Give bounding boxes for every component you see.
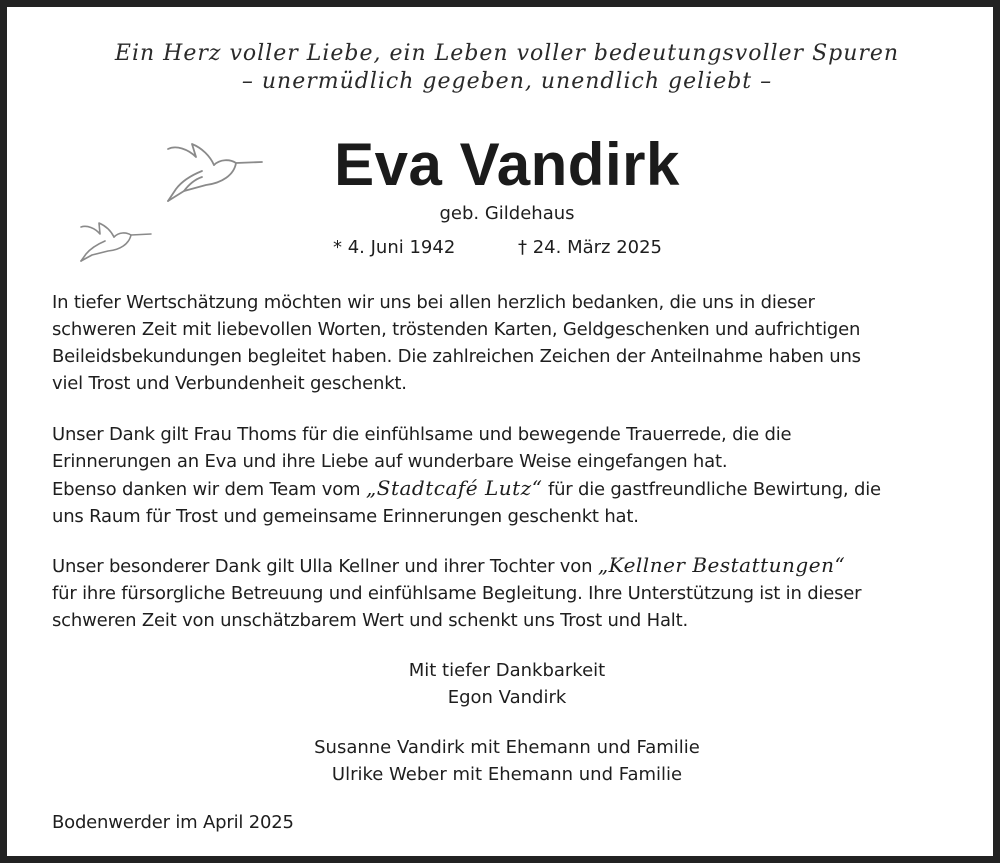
birth-date: * 4. Juni 1942 (333, 237, 456, 258)
venue-name: „Stadtcafé Lutz“ (365, 476, 543, 500)
family-line-1: Susanne Vandirk mit Ehemann und Familie (314, 737, 700, 758)
motto-line-2: – unermüdlich gegeben, unendlich geliebt – (241, 69, 773, 94)
paragraph-text: Unser besonderer Dank gilt Ulla Kellner und ihrer Tochter von (52, 556, 598, 577)
paragraph-line (52, 552, 972, 580)
paragraph-line: uns Raum für Trost und gemeinsame Erinnerungen geschenkt hat. (52, 506, 639, 527)
funeral-company-name: „Kellner Bestattungen“ (597, 553, 846, 577)
signer-name: Egon Vandirk (447, 687, 567, 708)
place-date: Bodenwerder im April 2025 (52, 812, 294, 833)
thanks-paragraph-1 (52, 289, 972, 397)
closing-phrase: Mit tiefer Dankbarkeit (408, 660, 606, 681)
paragraph-text: für die gastfreundliche Bewirtung, die (542, 479, 881, 500)
family-line-2: Ulrike Weber mit Ehemann und Familie (331, 764, 683, 785)
paragraph-line: Beileidsbekundungen begleitet haben. Die zahlreichen Zeichen der Anteilnahme haben uns (52, 346, 861, 367)
thanks-paragraph-2 (52, 421, 972, 530)
birth-name: geb. Gildehaus (439, 203, 575, 224)
paragraph-line: viel Trost und Verbundenheit geschenkt. (52, 373, 407, 394)
motto-line-1: Ein Herz voller Liebe, ein Leben voller bedeutungsvoller Spuren (114, 41, 900, 66)
paragraph-line: für ihre fürsorgliche Betreuung und einfühlsame Begleitung. Ihre Unterstützung ist in dieser (52, 583, 862, 604)
paragraph-line: In tiefer Wertschätzung möchten wir uns bei allen herzlich bedanken, die uns in dieser (52, 292, 815, 313)
paragraph-line (52, 475, 972, 503)
death-date: † 24. März 2025 (518, 237, 663, 258)
paragraph-text: Ebenso danken wir dem Team vom (52, 479, 366, 500)
deceased-name: Eva Vandirk (334, 131, 680, 198)
paragraph-line: schweren Zeit von unschätzbarem Wert und schenkt uns Trost und Halt. (52, 610, 688, 631)
thanks-paragraph-3 (52, 552, 972, 634)
paragraph-line: schweren Zeit mit liebevollen Worten, tröstenden Karten, Geldgeschenken und aufrichtigen (52, 319, 861, 340)
paragraph-line: Unser Dank gilt Frau Thoms für die einfühlsame und bewegende Trauerrede, die die (52, 424, 792, 445)
paragraph-line: Erinnerungen an Eva und ihre Liebe auf wunderbare Weise eingefangen hat. (52, 451, 728, 472)
